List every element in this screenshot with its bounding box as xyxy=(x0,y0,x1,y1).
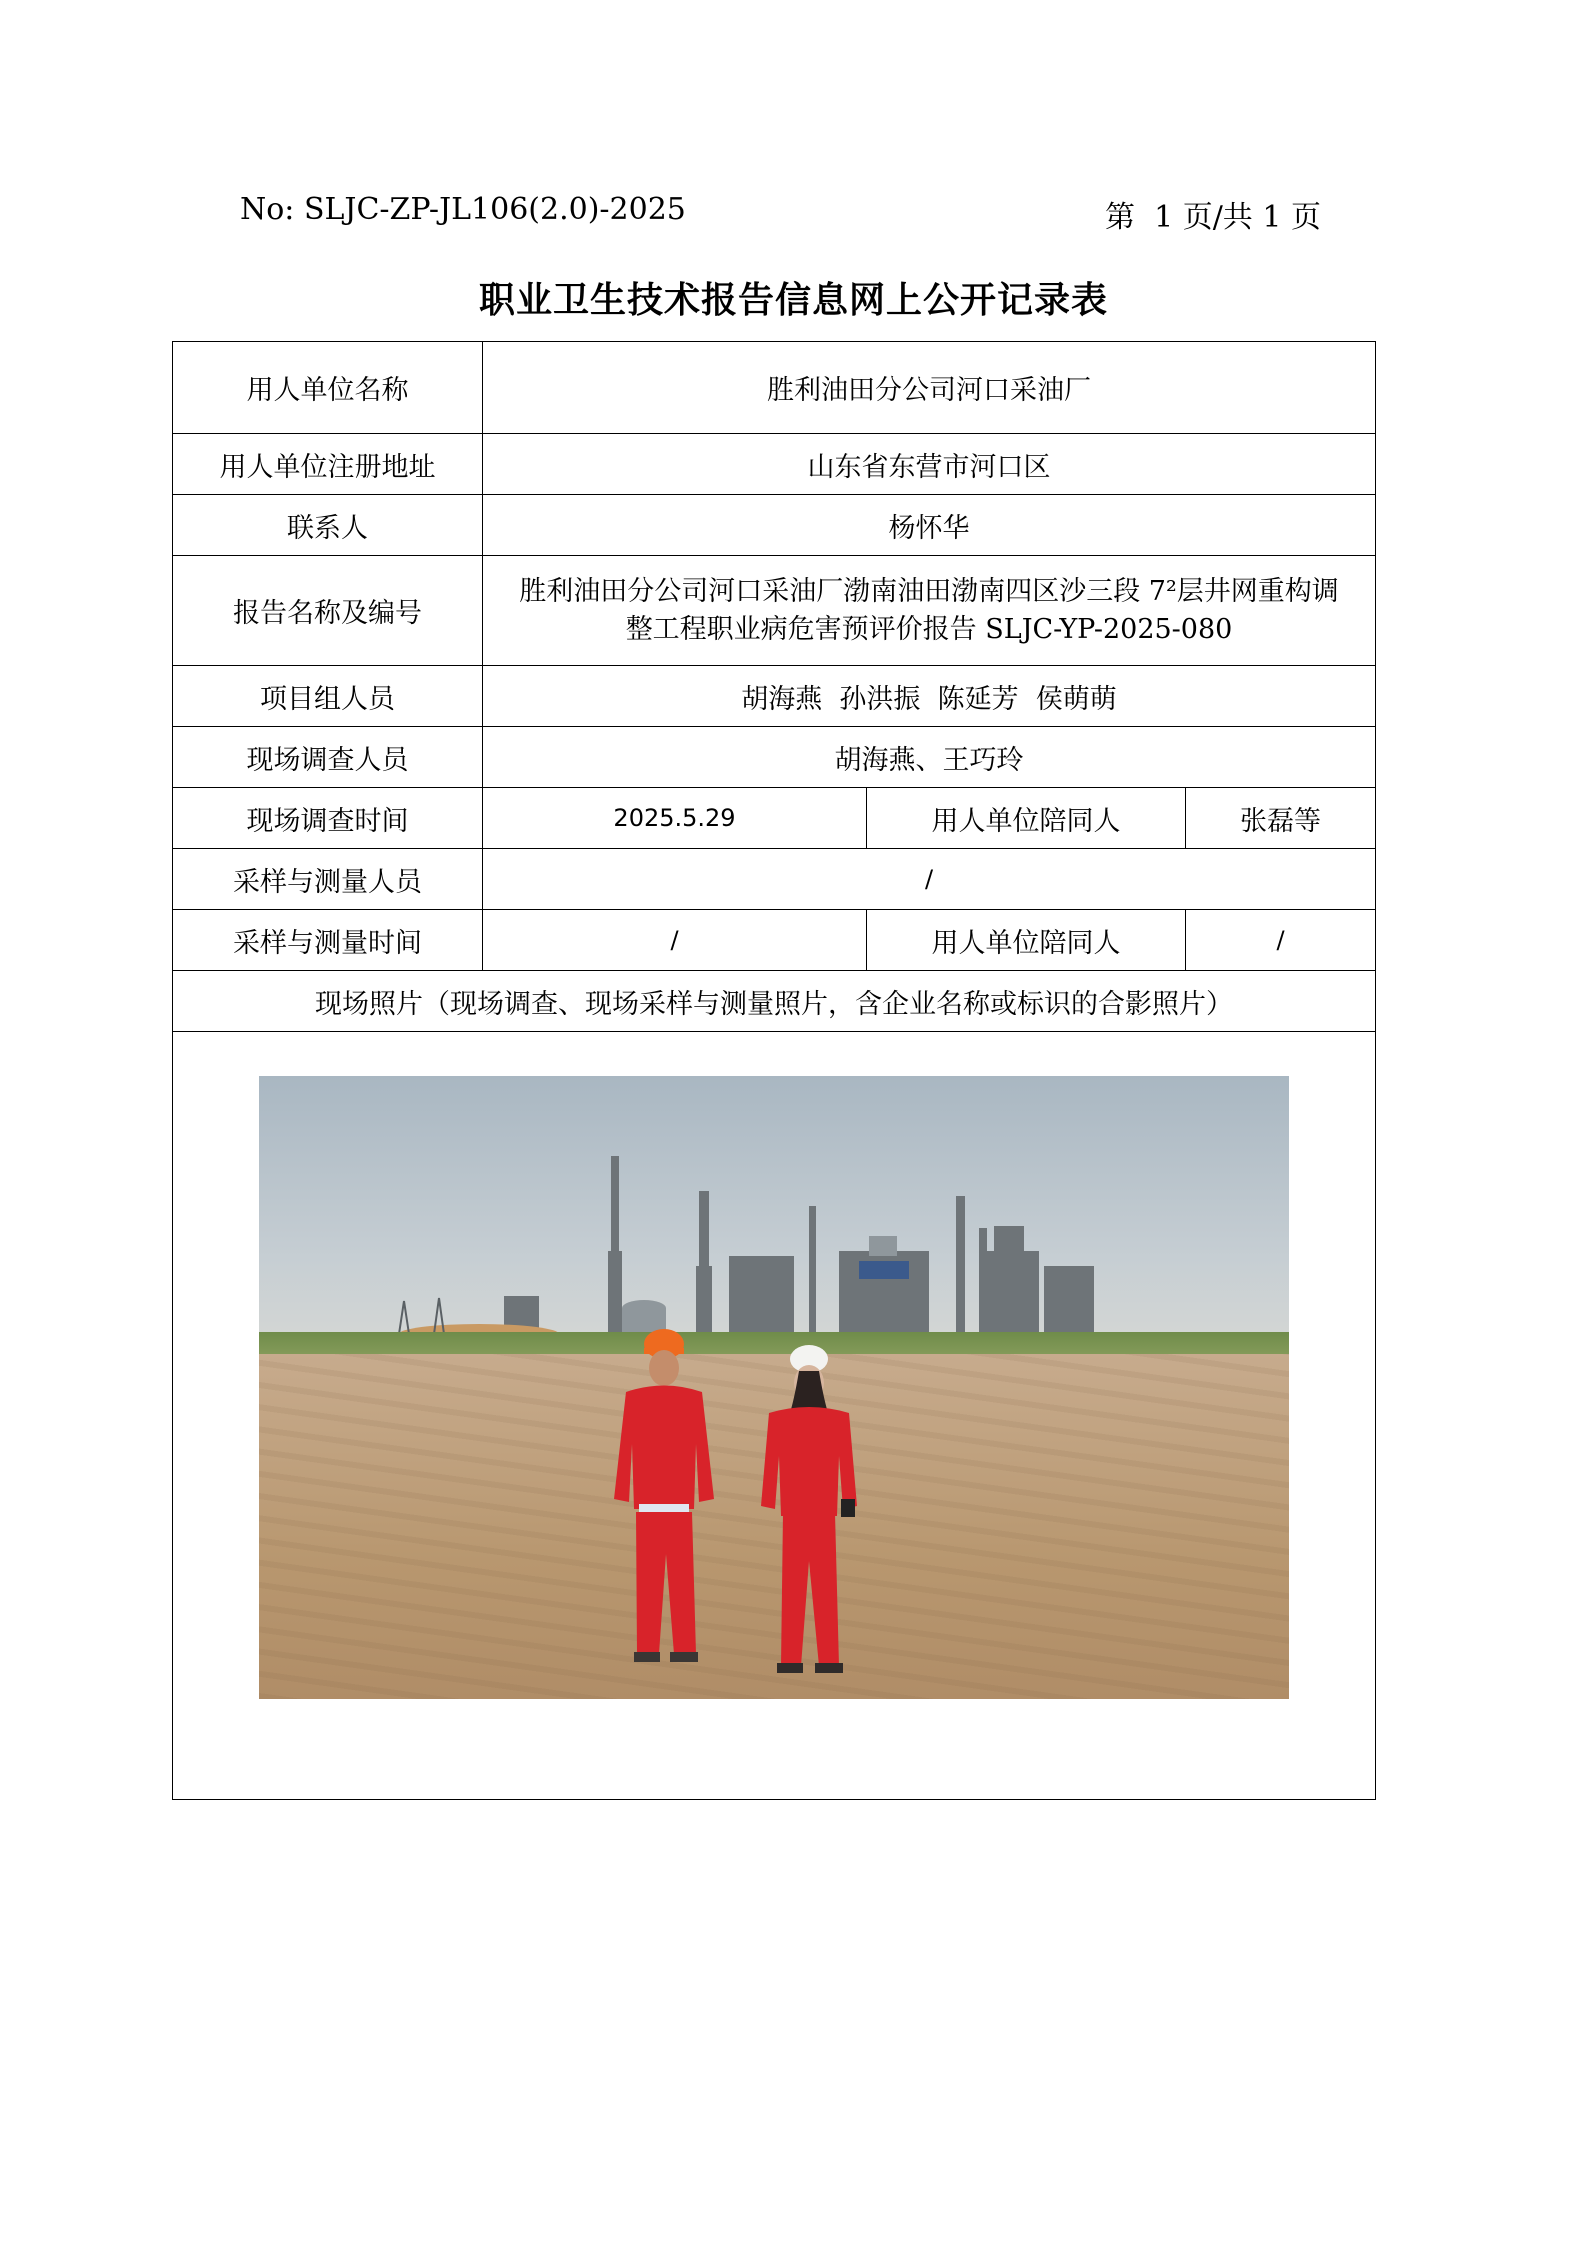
row-project-team xyxy=(173,666,1376,727)
record-table xyxy=(172,341,1376,1800)
value-sampling-time: / xyxy=(483,910,867,971)
label-contact: 联系人 xyxy=(173,495,483,556)
label-report: 报告名称及编号 xyxy=(173,556,483,666)
worker-female xyxy=(749,1341,869,1681)
label-survey-time: 现场调查时间 xyxy=(173,788,483,849)
value-sampling-escort: / xyxy=(1186,910,1376,971)
row-sampling-staff xyxy=(173,849,1376,910)
value-report xyxy=(483,556,1376,666)
report-name-line-1: 胜利油田分公司河口采油厂渤南油田渤南四区沙三段 7²层井网重构调 xyxy=(519,575,1339,607)
label-survey-staff: 现场调查人员 xyxy=(173,727,483,788)
row-photos xyxy=(173,1032,1376,1800)
document-number: No: SLJC-ZP-JL106(2.0)-2025 xyxy=(240,192,686,227)
value-project-team: 胡海燕 孙洪振 陈延芳 侯萌萌 xyxy=(483,666,1376,727)
value-sampling-staff: / xyxy=(483,849,1376,910)
label-sampling-staff: 采样与测量人员 xyxy=(173,849,483,910)
page-indicator: 第 1 页/共 1 页 xyxy=(1105,200,1321,235)
photo-cell xyxy=(173,1032,1376,1800)
row-photos-heading xyxy=(173,971,1376,1032)
row-contact xyxy=(173,495,1376,556)
row-survey-staff xyxy=(173,727,1376,788)
row-report xyxy=(173,556,1376,666)
document-title: 职业卫生技术报告信息网上公开记录表 xyxy=(478,279,1108,321)
label-photos: 现场照片（现场调查、现场采样与测量照片，含企业名称或标识的合影照片） xyxy=(173,971,1376,1032)
value-employer-address: 山东省东营市河口区 xyxy=(483,434,1376,495)
row-employer-address xyxy=(173,434,1376,495)
label-survey-escort: 用人单位陪同人 xyxy=(867,788,1186,849)
label-sampling-time: 采样与测量时间 xyxy=(173,910,483,971)
row-sampling-time xyxy=(173,910,1376,971)
value-contact: 杨怀华 xyxy=(483,495,1376,556)
worker-male xyxy=(604,1324,724,1674)
label-sampling-escort: 用人单位陪同人 xyxy=(867,910,1186,971)
row-employer-name xyxy=(173,342,1376,434)
label-employer-address: 用人单位注册地址 xyxy=(173,434,483,495)
label-project-team: 项目组人员 xyxy=(173,666,483,727)
report-name-line-2: 整工程职业病危害预评价报告 SLJC-YP-2025-080 xyxy=(625,613,1233,645)
label-employer-name: 用人单位名称 xyxy=(173,342,483,434)
value-employer-name: 胜利油田分公司河口采油厂 xyxy=(483,342,1376,434)
value-survey-escort: 张磊等 xyxy=(1186,788,1376,849)
site-photo xyxy=(259,1076,1289,1699)
row-survey-time xyxy=(173,788,1376,849)
refinery-skyline xyxy=(259,1076,1289,1366)
value-survey-time: 2025.5.29 xyxy=(483,788,867,849)
value-survey-staff: 胡海燕、王巧玲 xyxy=(483,727,1376,788)
